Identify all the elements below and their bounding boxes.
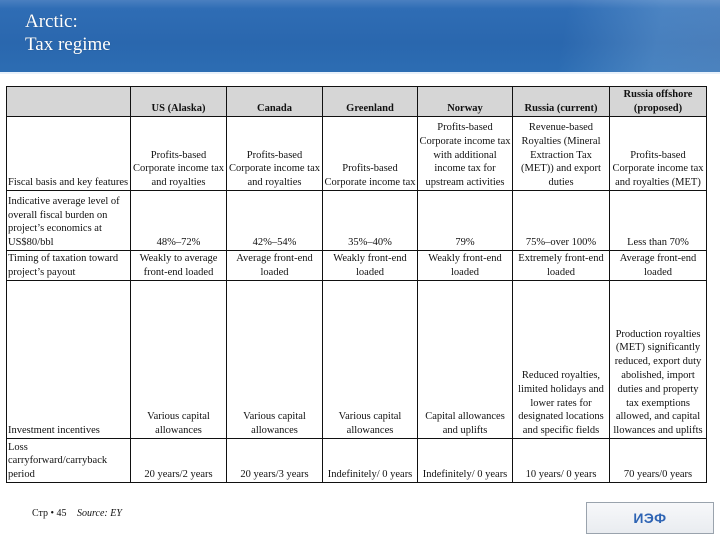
row-label: Indicative average level of overall fiscal burden on project’s economics at US$80/bbl	[7, 191, 131, 251]
table-header-row	[7, 87, 707, 117]
column-header-us-alaska: US (Alaska)	[131, 87, 227, 117]
column-header-russia-current: Russia (current)	[513, 87, 610, 117]
logo-text: ИЭФ	[633, 510, 667, 526]
column-header-norway: Norway	[418, 87, 513, 117]
table-cell: 10 years/ 0 years	[513, 439, 610, 483]
title-line-1: Arctic:	[25, 11, 78, 32]
table-cell: 70 years/0 years	[610, 439, 707, 483]
column-header-canada: Canada	[227, 87, 323, 117]
table-cell: 42%–54%	[227, 191, 323, 251]
table-cell: Profits-based Corporate income tax	[323, 117, 418, 191]
table-cell: Profits-based Corporate income tax and royalties	[227, 117, 323, 191]
table-cell: Production royalties (MET) significantly reduced, export duty abolished, import duties and property tax exemptions allowed, and capital llowances and uplifts	[610, 281, 707, 439]
table-row-fiscal-basis	[7, 117, 707, 191]
ief-logo	[586, 502, 714, 534]
table-cell: 79%	[418, 191, 513, 251]
table-cell: Various capital allowances	[131, 281, 227, 439]
footer	[32, 508, 122, 519]
table-cell: Capital allowances and uplifts	[418, 281, 513, 439]
row-label: Investment incentives	[7, 281, 131, 439]
title-line-2: Tax regime	[25, 34, 111, 55]
table-cell: 20 years/3 years	[227, 439, 323, 483]
column-header-blank	[7, 87, 131, 117]
row-label: Fiscal basis and key features	[7, 117, 131, 191]
table-cell: Profits-based Corporate income tax and royalties	[131, 117, 227, 191]
table-row-timing	[7, 251, 707, 281]
source-note: Source: EY	[77, 508, 122, 519]
page-number: Стр • 45	[32, 508, 67, 519]
table-cell: 35%–40%	[323, 191, 418, 251]
table-cell: 20 years/2 years	[131, 439, 227, 483]
table-cell: Various capital allowances	[227, 281, 323, 439]
column-header-greenland: Greenland	[323, 87, 418, 117]
table-row-fiscal-burden	[7, 191, 707, 251]
table-cell: 75%–over 100%	[513, 191, 610, 251]
table-cell: Average front-end loaded	[610, 251, 707, 281]
row-label: Loss carryforward/carryback period	[7, 439, 131, 483]
table-cell: Various capital allowances	[323, 281, 418, 439]
table-cell: Indefinitely/ 0 years	[418, 439, 513, 483]
slide-title	[25, 10, 111, 56]
table-row-loss-carryforward	[7, 439, 707, 483]
table-cell: Profits-based Corporate income tax with additional income tax for upstream activities	[418, 117, 513, 191]
row-label: Timing of taxation toward project’s payout	[7, 251, 131, 281]
table-row-investment-incentives	[7, 281, 707, 439]
table-cell: Weakly front-end loaded	[323, 251, 418, 281]
table-cell: Average front-end loaded	[227, 251, 323, 281]
table-cell: Less than 70%	[610, 191, 707, 251]
column-header-russia-offshore: Russia offshore (proposed)	[610, 87, 707, 117]
table-cell: Reduced royalties, limited holidays and lower rates for designated locations and specific fields	[513, 281, 610, 439]
table-cell: 48%–72%	[131, 191, 227, 251]
table-cell: Profits-based Corporate income tax and royalties (MET)	[610, 117, 707, 191]
table-cell: Indefinitely/ 0 years	[323, 439, 418, 483]
title-banner	[0, 0, 720, 74]
table-cell: Revenue-based Royalties (Mineral Extraction Tax (MET)) and export duties	[513, 117, 610, 191]
table-cell: Weakly front-end loaded	[418, 251, 513, 281]
tax-regime-table	[6, 86, 707, 483]
table-cell: Extremely front-end loaded	[513, 251, 610, 281]
table-cell: Weakly to average front-end loaded	[131, 251, 227, 281]
